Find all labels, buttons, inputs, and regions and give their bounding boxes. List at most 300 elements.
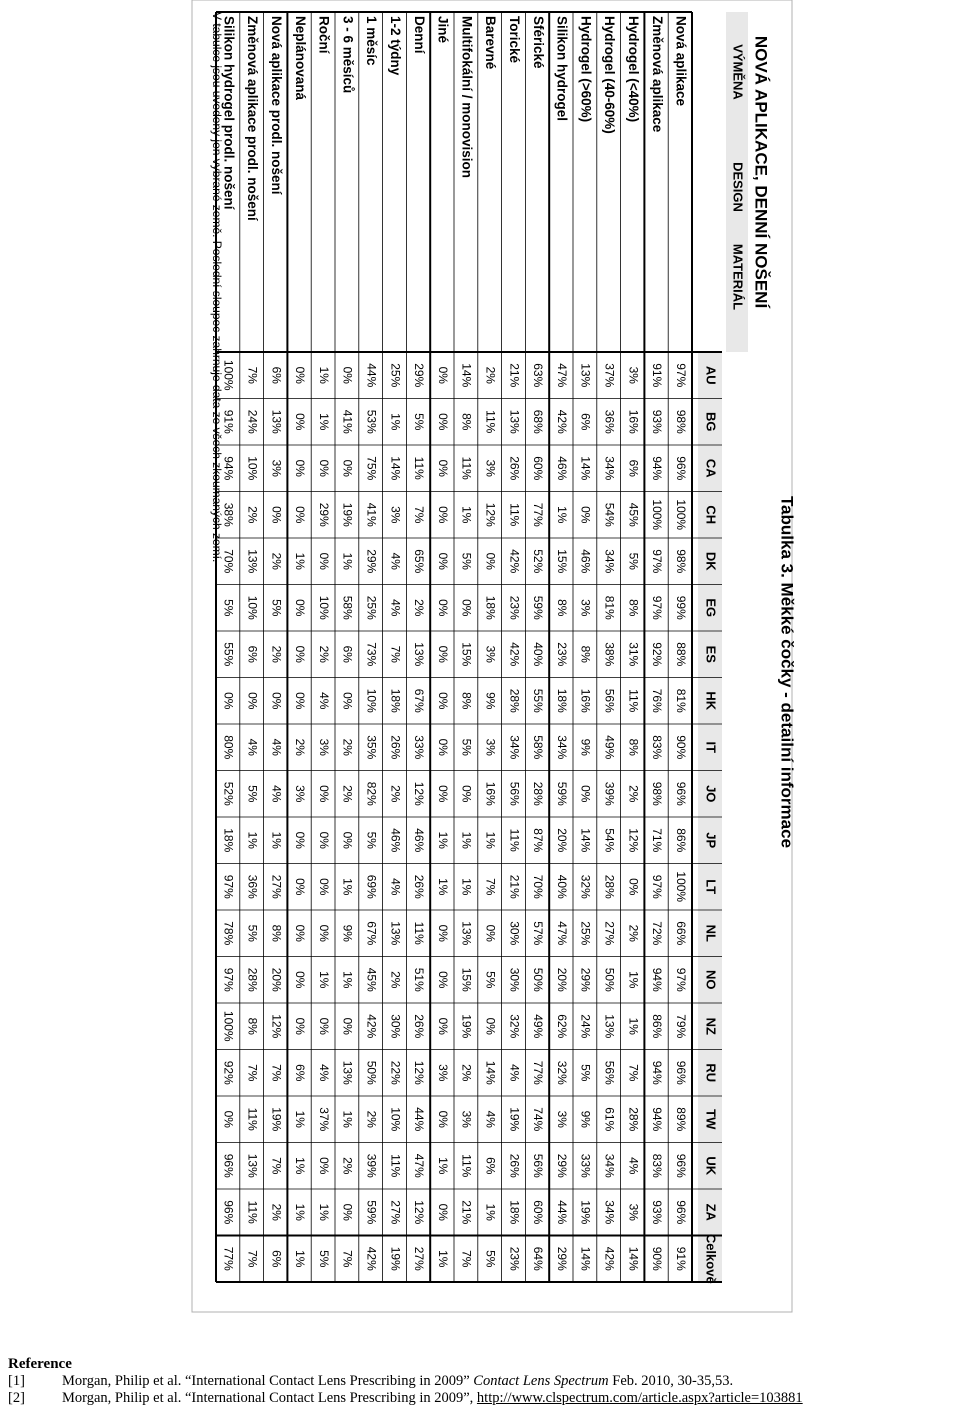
table-cell: 1% bbox=[293, 1250, 308, 1268]
table-cell: 6% bbox=[483, 1157, 498, 1175]
table-cell: 0% bbox=[316, 831, 331, 849]
table-cell: 34% bbox=[602, 549, 617, 574]
table-cell: 0% bbox=[221, 692, 236, 710]
table-cell: 1% bbox=[388, 413, 403, 431]
reference-item-2 bbox=[8, 1390, 958, 1407]
table-cell: 0% bbox=[245, 692, 260, 710]
table-cell: 42% bbox=[364, 1246, 379, 1271]
table-cell: 93% bbox=[650, 1200, 665, 1225]
table-cell: 11% bbox=[459, 1154, 474, 1178]
table-cell: 2% bbox=[364, 1110, 379, 1128]
table-cell: 53% bbox=[364, 409, 379, 434]
table-cell: 3% bbox=[578, 599, 593, 617]
column-header: AU bbox=[703, 365, 719, 385]
table-cell: 1% bbox=[554, 506, 569, 524]
table-cell: 7% bbox=[269, 1157, 284, 1175]
table-cell: 25% bbox=[364, 595, 379, 620]
table-cell: 91% bbox=[673, 1246, 688, 1271]
table-cell: 32% bbox=[507, 1014, 522, 1039]
table-cell: 14% bbox=[578, 828, 593, 853]
table-cell: 1% bbox=[435, 1157, 450, 1175]
table-cell: 1% bbox=[293, 1110, 308, 1128]
table-cell: 45% bbox=[626, 502, 641, 527]
column-header: CA bbox=[703, 458, 719, 478]
table-cell: 41% bbox=[340, 409, 355, 434]
table-cell: 50% bbox=[364, 1060, 379, 1085]
table-cell: 60% bbox=[531, 1200, 546, 1225]
table-cell: 12% bbox=[626, 828, 641, 853]
table-cell: 50% bbox=[531, 967, 546, 992]
table-cell: 96% bbox=[673, 781, 688, 806]
table-cell: 44% bbox=[554, 1200, 569, 1225]
table-cell: 28% bbox=[531, 781, 546, 806]
table-cell: 32% bbox=[578, 874, 593, 899]
table-cell: 19% bbox=[578, 1200, 593, 1225]
table-cell: 6% bbox=[626, 459, 641, 477]
table-cell: 35% bbox=[364, 735, 379, 760]
table-cell: 34% bbox=[602, 1153, 617, 1178]
reference-quote-title: “International Contact Lens Prescribing in 2009”, bbox=[184, 1390, 474, 1406]
table-cell: 0% bbox=[269, 692, 284, 710]
table-cell: 27% bbox=[602, 921, 617, 946]
table-cell: 1% bbox=[483, 1203, 498, 1221]
table-cell: 14% bbox=[483, 1060, 498, 1085]
table-cell: 29% bbox=[554, 1153, 569, 1178]
table-cell: 21% bbox=[507, 874, 522, 899]
table-cell: 40% bbox=[554, 874, 569, 899]
table-cell: 5% bbox=[578, 1064, 593, 1082]
table-cell: 19% bbox=[388, 1246, 403, 1271]
table-cell: 2% bbox=[340, 785, 355, 803]
table-cell: 20% bbox=[269, 967, 284, 992]
table-cell: 8% bbox=[578, 645, 593, 663]
table-cell: 29% bbox=[412, 363, 427, 388]
table-cell: 0% bbox=[435, 552, 450, 570]
table-cell: 49% bbox=[602, 735, 617, 760]
table-cell: 6% bbox=[340, 645, 355, 663]
table-cell: 9% bbox=[578, 738, 593, 756]
table-cell: 62% bbox=[554, 1014, 569, 1039]
table-cell: 13% bbox=[578, 363, 593, 388]
table-cell: 20% bbox=[554, 967, 569, 992]
row-label: Neplánovaná bbox=[292, 16, 308, 101]
table-cell: 3% bbox=[626, 366, 641, 384]
table-cell: 8% bbox=[626, 599, 641, 617]
table-cell: 45% bbox=[364, 967, 379, 992]
table-cell: 13% bbox=[269, 409, 284, 434]
table-cell: 97% bbox=[221, 874, 236, 899]
table-cell: 8% bbox=[626, 738, 641, 756]
table-cell: 59% bbox=[554, 781, 569, 806]
table-cell: 94% bbox=[650, 967, 665, 992]
table-cell: 0% bbox=[626, 878, 641, 896]
table-cell: 96% bbox=[673, 1200, 688, 1225]
table-cell: 0% bbox=[316, 552, 331, 570]
table-cell: 38% bbox=[221, 502, 236, 527]
table-cell: 5% bbox=[459, 738, 474, 756]
table-cell: 2% bbox=[626, 924, 641, 942]
table-cell: 70% bbox=[531, 874, 546, 899]
table-cell: 3% bbox=[554, 1110, 569, 1128]
table-cell: 46% bbox=[412, 828, 427, 853]
table-cell: 2% bbox=[316, 645, 331, 663]
table-cell: 63% bbox=[531, 363, 546, 388]
row-label: Hydrogel (<40%) bbox=[625, 16, 641, 123]
table-cell: 0% bbox=[435, 366, 450, 384]
table-cell: 11% bbox=[483, 410, 498, 434]
table-cell: 4% bbox=[316, 692, 331, 710]
table-cell: 74% bbox=[531, 1107, 546, 1132]
table-cell: 6% bbox=[293, 1064, 308, 1082]
column-header: ZA bbox=[703, 1203, 719, 1221]
table-cell: 3% bbox=[483, 738, 498, 756]
table-cell: 13% bbox=[245, 1153, 260, 1178]
column-header: BG bbox=[703, 412, 719, 432]
table-cell: 37% bbox=[602, 363, 617, 388]
table-cell: 13% bbox=[507, 409, 522, 434]
table-cell: 1% bbox=[340, 1110, 355, 1128]
table-cell: 54% bbox=[602, 828, 617, 853]
table-cell: 0% bbox=[483, 552, 498, 570]
table-cell: 46% bbox=[388, 828, 403, 853]
table-cell: 31% bbox=[626, 642, 641, 667]
table-cell: 5% bbox=[364, 831, 379, 849]
table-cell: 0% bbox=[578, 506, 593, 524]
table-cell: 42% bbox=[364, 1014, 379, 1039]
column-header: RU bbox=[703, 1063, 719, 1083]
table-cell: 96% bbox=[673, 1153, 688, 1178]
row-label: Denní bbox=[411, 16, 427, 54]
row-label: 1-2 týdny bbox=[387, 16, 403, 76]
table-cell: 4% bbox=[388, 599, 403, 617]
table-cell: 5% bbox=[245, 924, 260, 942]
table-cell: 7% bbox=[626, 1064, 641, 1082]
column-header: CH bbox=[703, 505, 719, 525]
column-header: EG bbox=[703, 598, 719, 618]
table-cell: 61% bbox=[602, 1107, 617, 1132]
row-label: Nová aplikace bbox=[673, 16, 689, 107]
table-cell: 7% bbox=[412, 506, 427, 524]
table-cell: 1% bbox=[269, 831, 284, 849]
table-cell: 92% bbox=[221, 1060, 236, 1085]
table-cell: 10% bbox=[364, 688, 379, 713]
table-cell: 55% bbox=[221, 642, 236, 667]
table-cell: 5% bbox=[626, 552, 641, 570]
row-label: Silikon hydrogel bbox=[554, 16, 570, 122]
table-cell: 26% bbox=[507, 456, 522, 481]
table-cell: 1% bbox=[316, 971, 331, 989]
table-cell: 36% bbox=[245, 874, 260, 899]
table-cell: 28% bbox=[626, 1107, 641, 1132]
table-cell: 29% bbox=[554, 1246, 569, 1271]
table-cell: 11% bbox=[388, 1154, 403, 1178]
table-cell: 16% bbox=[578, 688, 593, 713]
table-cell: 96% bbox=[673, 456, 688, 481]
table-cell: 0% bbox=[435, 506, 450, 524]
table-cell: 7% bbox=[388, 645, 403, 663]
table-cell: 7% bbox=[269, 1064, 284, 1082]
row-label: Sférické bbox=[530, 16, 546, 69]
table-cell: 23% bbox=[507, 595, 522, 620]
table-cell: 12% bbox=[483, 502, 498, 527]
table-cell: 1% bbox=[435, 1250, 450, 1268]
table-cell: 18% bbox=[554, 688, 569, 713]
table-cell: 2% bbox=[412, 599, 427, 617]
column-header: ES bbox=[703, 645, 719, 663]
table-cell: 23% bbox=[554, 642, 569, 667]
table-cell: 1% bbox=[459, 506, 474, 524]
table-cell: 16% bbox=[483, 781, 498, 806]
table-cell: 33% bbox=[412, 735, 427, 760]
table-cell: 1% bbox=[316, 413, 331, 431]
table-cell: 0% bbox=[293, 366, 308, 384]
table-cell: 27% bbox=[269, 874, 284, 899]
table-cell: 11% bbox=[507, 828, 522, 852]
table-cell: 7% bbox=[245, 366, 260, 384]
table-cell: 47% bbox=[412, 1153, 427, 1178]
table-cell: 30% bbox=[507, 967, 522, 992]
table-cell: 94% bbox=[650, 1107, 665, 1132]
table-cell: 2% bbox=[388, 971, 403, 989]
table-cell: 90% bbox=[650, 1246, 665, 1271]
table-cell: 40% bbox=[531, 642, 546, 667]
table-cell: 14% bbox=[459, 363, 474, 388]
table-cell: 18% bbox=[221, 828, 236, 853]
table-cell: 0% bbox=[435, 924, 450, 942]
table-cell: 0% bbox=[435, 645, 450, 663]
table-cell: 11% bbox=[245, 1200, 260, 1224]
table-cell: 56% bbox=[531, 1153, 546, 1178]
table-cell: 67% bbox=[412, 688, 427, 713]
table-cell: 12% bbox=[269, 1014, 284, 1039]
table-cell: 11% bbox=[626, 689, 641, 713]
table-cell: 4% bbox=[388, 552, 403, 570]
table-cell: 14% bbox=[626, 1246, 641, 1271]
table-cell: 47% bbox=[554, 921, 569, 946]
table-cell: 49% bbox=[531, 1014, 546, 1039]
table-cell: 14% bbox=[578, 1246, 593, 1271]
table-cell: 2% bbox=[245, 506, 260, 524]
table-cell: 0% bbox=[293, 924, 308, 942]
table-cell: 83% bbox=[650, 735, 665, 760]
table-cell: 56% bbox=[507, 781, 522, 806]
table-cell: 30% bbox=[388, 1014, 403, 1039]
table-cell: 1% bbox=[293, 1203, 308, 1221]
table-cell: 5% bbox=[316, 1250, 331, 1268]
table-cell: 1% bbox=[293, 552, 308, 570]
table-cell: 18% bbox=[388, 688, 403, 713]
column-header: Celkově bbox=[703, 1233, 719, 1284]
table-cell: 51% bbox=[412, 967, 427, 992]
table-cell: 0% bbox=[435, 459, 450, 477]
table-cell: 38% bbox=[602, 642, 617, 667]
reference-number: [1] bbox=[8, 1373, 25, 1389]
table-cell: 4% bbox=[269, 738, 284, 756]
table-cell: 0% bbox=[293, 413, 308, 431]
table-cell: 1% bbox=[435, 831, 450, 849]
table-cell: 71% bbox=[650, 828, 665, 853]
table-cell: 3% bbox=[483, 459, 498, 477]
table-cell: 34% bbox=[507, 735, 522, 760]
table-cell: 0% bbox=[293, 459, 308, 477]
table-cell: 2% bbox=[269, 1203, 284, 1221]
table-cell: 2% bbox=[269, 645, 284, 663]
table-cell: 5% bbox=[412, 413, 427, 431]
table-cell: 15% bbox=[459, 967, 474, 992]
table-cell: 97% bbox=[673, 967, 688, 992]
reference-item-1 bbox=[8, 1373, 958, 1390]
reference-number: [2] bbox=[8, 1390, 25, 1406]
table-cell: 0% bbox=[293, 506, 308, 524]
table-footnote: V tabulce jsou uvedeny jen vybrané země. Poslední sloupec zahrnuje data ze všech zkoumaných zemí. bbox=[209, 12, 224, 563]
table-cell: 0% bbox=[293, 971, 308, 989]
table-cell: 5% bbox=[483, 971, 498, 989]
table-cell: 12% bbox=[412, 1060, 427, 1085]
table-cell: 80% bbox=[221, 735, 236, 760]
table-cell: 98% bbox=[673, 549, 688, 574]
table-cell: 15% bbox=[459, 642, 474, 667]
table-cell: 4% bbox=[388, 878, 403, 896]
section-vymena: VÝMĚNA bbox=[730, 44, 746, 100]
row-label: Barevné bbox=[483, 16, 499, 70]
reference-quote-title: “International Contact Lens Prescribing in 2009” bbox=[184, 1373, 470, 1389]
table-cell: 92% bbox=[650, 642, 665, 667]
table-cell: 100% bbox=[673, 871, 688, 903]
table-cell: 27% bbox=[412, 1246, 427, 1271]
table-cell: 52% bbox=[221, 781, 236, 806]
table-cell: 29% bbox=[578, 967, 593, 992]
table-cell: 57% bbox=[531, 921, 546, 946]
section-material: MATERIÁL bbox=[730, 243, 746, 311]
table-cell: 37% bbox=[316, 1107, 331, 1132]
row-label: Hydrogel (>60%) bbox=[578, 16, 594, 123]
table-cell: 0% bbox=[316, 1157, 331, 1175]
table-cell: 1% bbox=[316, 366, 331, 384]
table-cell: 42% bbox=[507, 549, 522, 574]
table-cell: 1% bbox=[483, 831, 498, 849]
row-label: Změnová aplikace bbox=[649, 16, 665, 133]
table-cell: 46% bbox=[554, 456, 569, 481]
table-cell: 3% bbox=[459, 1110, 474, 1128]
table-cell: 19% bbox=[340, 502, 355, 527]
table-cell: 30% bbox=[507, 921, 522, 946]
table-cell: 0% bbox=[293, 831, 308, 849]
table-cell: 0% bbox=[293, 692, 308, 710]
table-cell: 0% bbox=[435, 785, 450, 803]
table-cell: 89% bbox=[673, 1107, 688, 1132]
table-cell: 23% bbox=[507, 1246, 522, 1271]
table-cell: 100% bbox=[221, 359, 236, 391]
table-cell: 0% bbox=[340, 1017, 355, 1035]
section-design: DESIGN bbox=[730, 162, 746, 212]
table-cell: 10% bbox=[245, 456, 260, 481]
table-cell: 97% bbox=[221, 967, 236, 992]
table-cell: 19% bbox=[459, 1014, 474, 1039]
table-cell: 6% bbox=[245, 645, 260, 663]
column-header: LT bbox=[703, 879, 719, 895]
table-cell: 0% bbox=[435, 1203, 450, 1221]
table-cell: 46% bbox=[578, 549, 593, 574]
table-cell: 75% bbox=[364, 456, 379, 481]
table-cell: 32% bbox=[554, 1060, 569, 1085]
table-cell: 59% bbox=[531, 595, 546, 620]
table-cell: 14% bbox=[388, 456, 403, 481]
table-cell: 0% bbox=[293, 645, 308, 663]
table-cell: 7% bbox=[483, 878, 498, 896]
column-header: HK bbox=[703, 691, 719, 711]
reference-authors: Morgan, Philip et al. bbox=[62, 1373, 182, 1389]
table-cell: 1% bbox=[340, 878, 355, 896]
table-cell: 56% bbox=[602, 688, 617, 713]
table-cell: 88% bbox=[673, 642, 688, 667]
table-cell: 3% bbox=[435, 1064, 450, 1082]
table-cell: 0% bbox=[221, 1110, 236, 1128]
table-cell: 96% bbox=[221, 1200, 236, 1225]
table-cell: 97% bbox=[650, 595, 665, 620]
table-cell: 8% bbox=[554, 599, 569, 617]
table-cell: 34% bbox=[602, 1200, 617, 1225]
table-cell: 47% bbox=[554, 363, 569, 388]
table-cell: 11% bbox=[459, 456, 474, 480]
table-cell: 5% bbox=[269, 599, 284, 617]
table-cell: 7% bbox=[245, 1064, 260, 1082]
table-cell: 94% bbox=[650, 1060, 665, 1085]
reference-journal: Contact Lens Spectrum bbox=[473, 1373, 609, 1389]
reference-link[interactable]: http://www.clspectrum.com/article.aspx?article=103881 bbox=[476, 1390, 803, 1406]
reference-authors: Morgan, Philip et al. bbox=[62, 1390, 182, 1406]
table-cell: 59% bbox=[364, 1200, 379, 1225]
table-cell: 94% bbox=[221, 456, 236, 481]
table-cell: 28% bbox=[507, 688, 522, 713]
table-cell: 68% bbox=[531, 409, 546, 434]
table-cell: 56% bbox=[602, 1060, 617, 1085]
table-cell: 0% bbox=[435, 1017, 450, 1035]
table-cell: 67% bbox=[364, 921, 379, 946]
table-cell: 94% bbox=[650, 456, 665, 481]
column-header: NZ bbox=[703, 1017, 719, 1035]
column-header: TW bbox=[703, 1109, 719, 1130]
table-cell: 0% bbox=[316, 1017, 331, 1035]
table-cell: 0% bbox=[316, 878, 331, 896]
row-label: Hydrogel (40-60%) bbox=[602, 16, 618, 134]
table-cell: 24% bbox=[245, 409, 260, 434]
table-cell: 4% bbox=[626, 1157, 641, 1175]
table-cell: 14% bbox=[578, 456, 593, 481]
table-cell: 13% bbox=[340, 1060, 355, 1085]
table-cell: 0% bbox=[459, 785, 474, 803]
table-cell: 87% bbox=[531, 828, 546, 853]
table-cell: 81% bbox=[673, 688, 688, 713]
table-cell: 18% bbox=[483, 595, 498, 620]
table-cell: 91% bbox=[650, 363, 665, 388]
table-cell: 90% bbox=[673, 735, 688, 760]
table-cell: 91% bbox=[221, 409, 236, 434]
table-cell: 58% bbox=[531, 735, 546, 760]
table-cell: 1% bbox=[435, 878, 450, 896]
table-cell: 9% bbox=[340, 924, 355, 942]
table-cell: 0% bbox=[316, 924, 331, 942]
row-label: Nová aplikace prodl. nošení bbox=[268, 16, 284, 195]
table-cell: 3% bbox=[293, 785, 308, 803]
table-cell: 25% bbox=[388, 363, 403, 388]
table-cell: 3% bbox=[483, 645, 498, 663]
table-cell: 41% bbox=[364, 502, 379, 527]
table-cell: 99% bbox=[673, 595, 688, 620]
table-cell: 93% bbox=[650, 409, 665, 434]
table-cell: 0% bbox=[459, 599, 474, 617]
table-cell: 97% bbox=[650, 874, 665, 899]
table-cell: 1% bbox=[626, 971, 641, 989]
